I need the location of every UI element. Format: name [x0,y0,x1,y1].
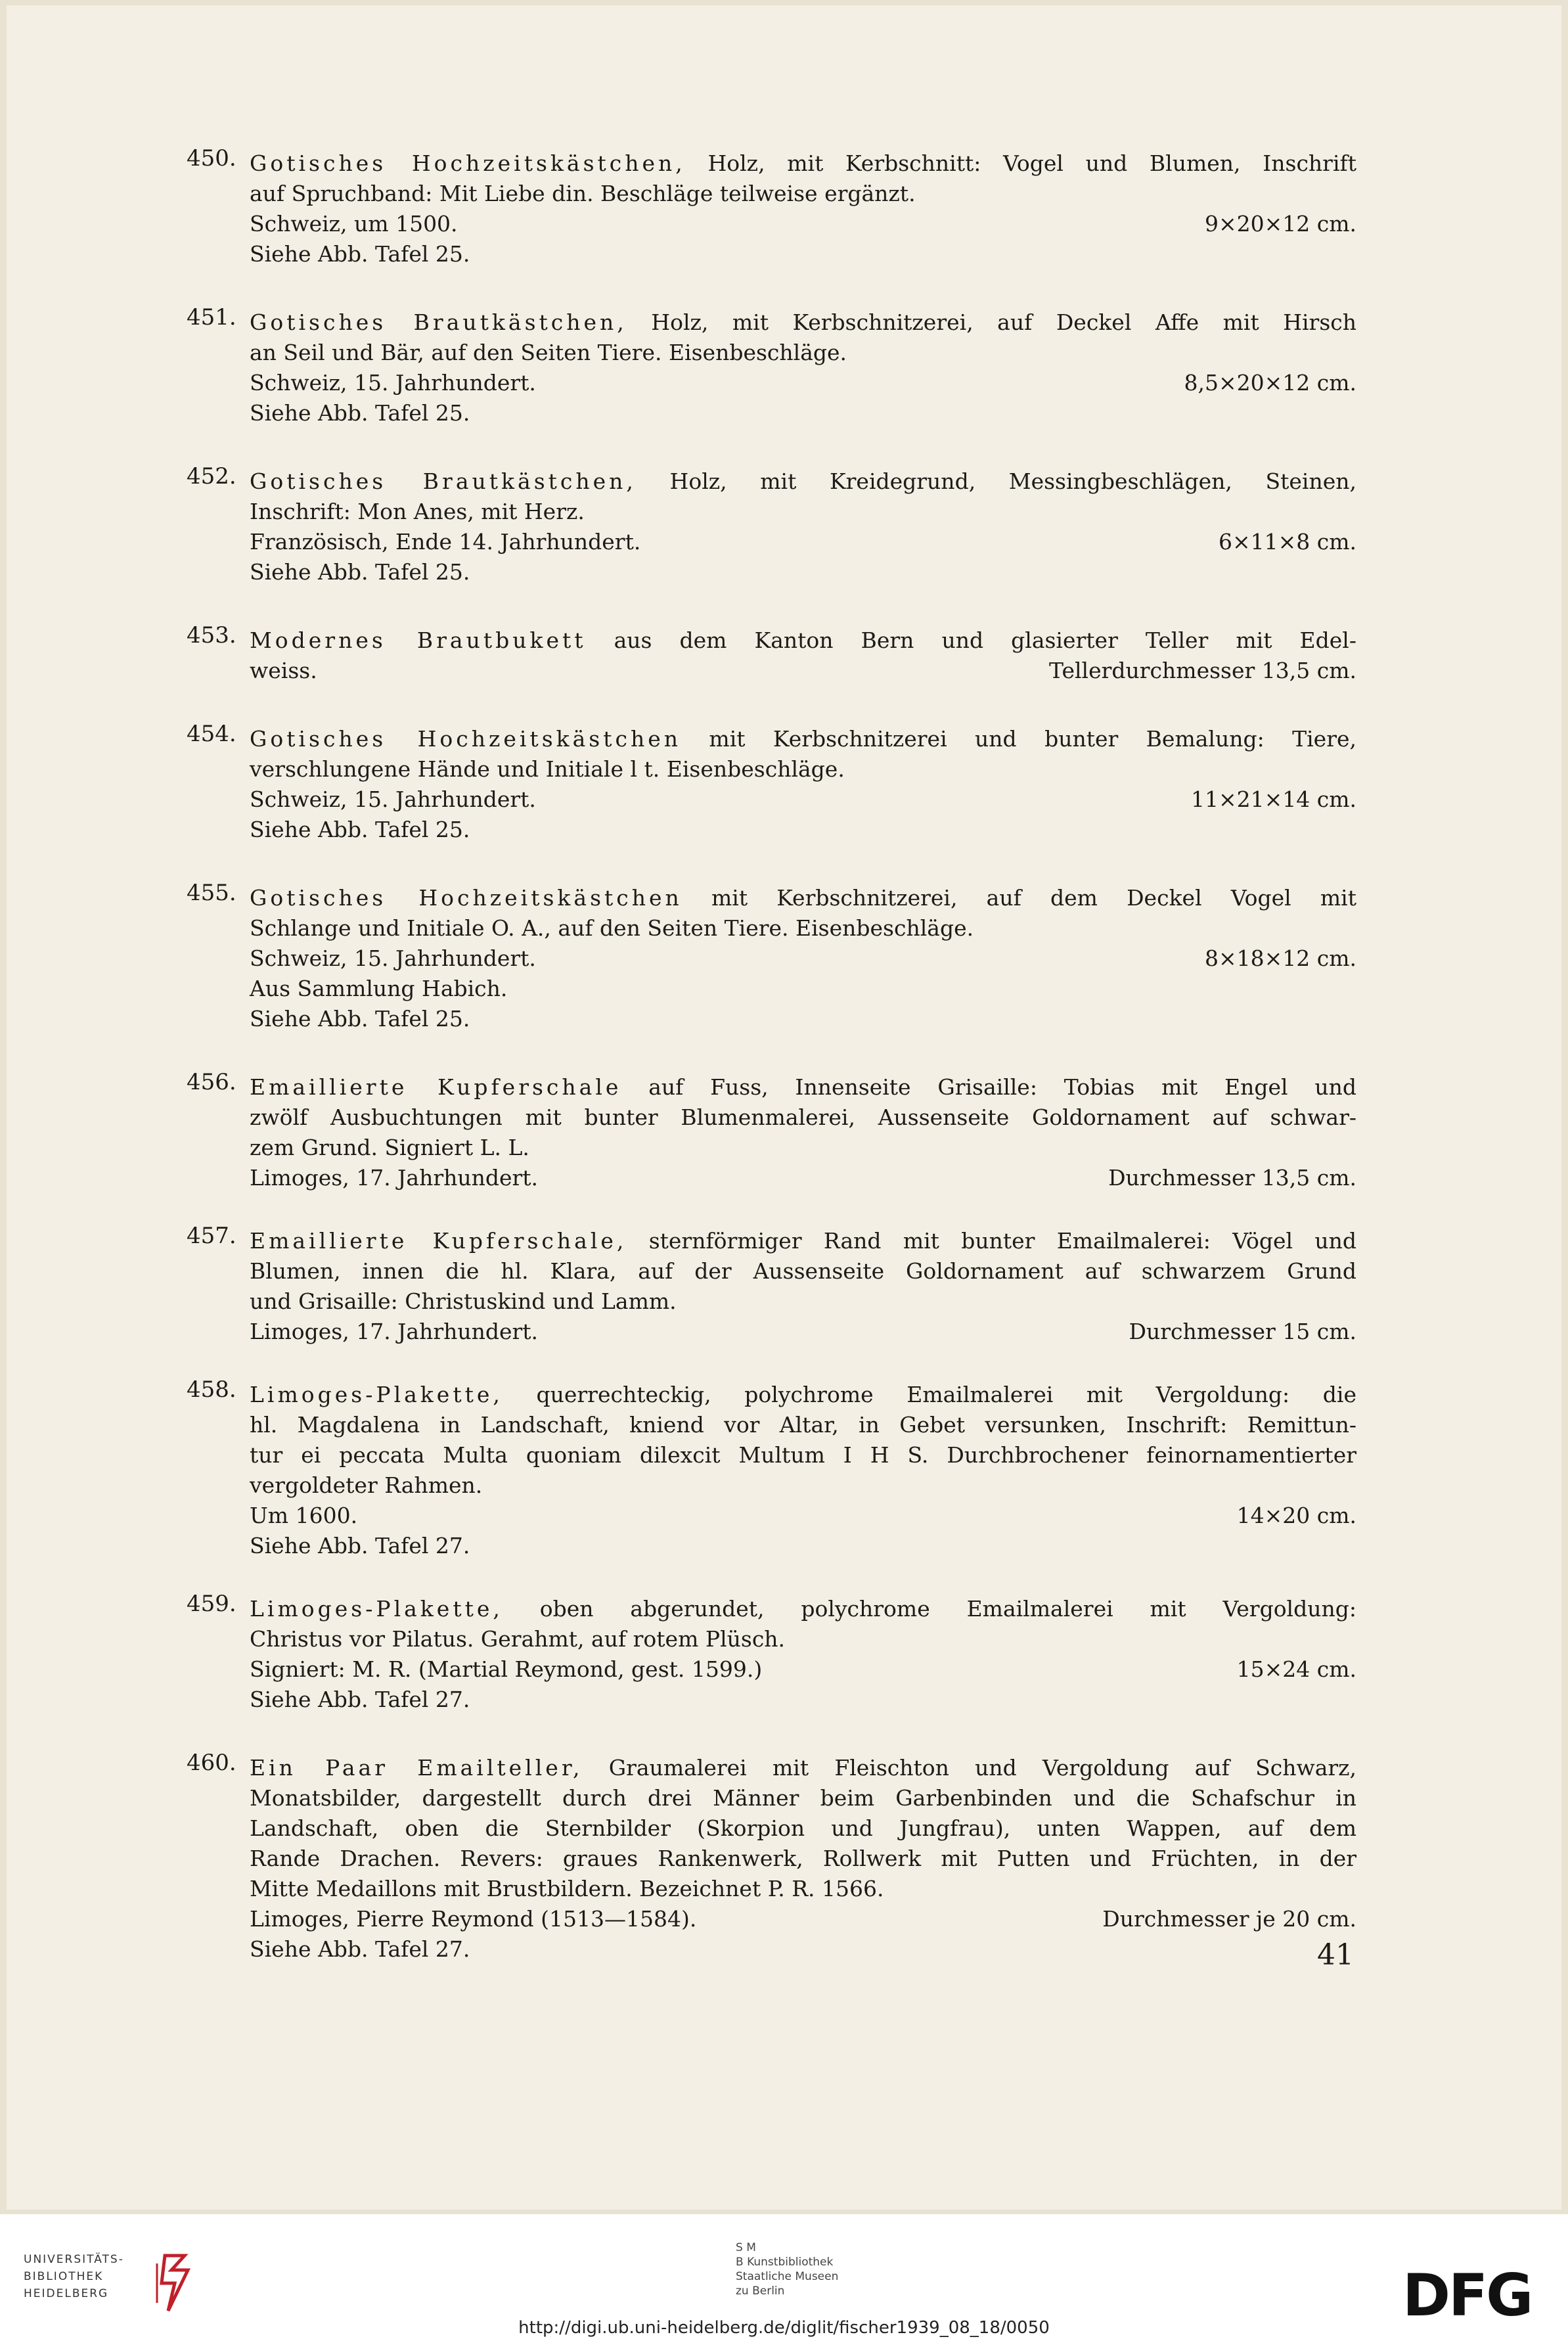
entry-first-line [250,466,1356,497]
entry-dimensions: 6×11×8 cm. [1218,529,1356,555]
entry-description-line: an Seil und Bär, auf den Seiten Tiere. Eisenbeschläge. [250,340,847,365]
entry-description-line: Holz, mit Kreidegrund, Messingbeschlägen, Steinen, [669,468,1356,494]
entry-description-line: und Grisaille: Christuskind und Lamm. [250,1288,677,1314]
entry-description-line: querrechteckig, polychrome Emailmalerei mit Vergoldung: die [536,1382,1356,1407]
entry-first-line [250,625,1356,656]
entry-origin-row [250,1163,1356,1193]
entry-number: 458. [187,1376,236,1403]
entry-description-line: auf Fuss, Innenseite Grisaille: Tobias mit Engel und [648,1074,1356,1100]
catalog-entry [187,1376,1356,1561]
entry-description-line: hl. Magdalena in Landschaft, kniend vor Altar, in Gebet versunken, Inschrift: Remittun- [250,1412,1356,1438]
entry-first-line [250,148,1356,179]
entry-origin-row [250,368,1356,398]
entry-description-line: Schlange und Initiale O. A., auf den Seiten Tiere. Eisenbeschläge. [250,915,974,941]
entry-description-line: aus dem Kanton Bern und glasierter Teller mit Edel- [614,627,1356,653]
entry-first-line [250,1594,1356,1624]
entry-number: 450. [187,145,236,171]
catalog-entry [187,880,1356,1034]
entry-description-line: vergoldeter Rahmen. [250,1472,483,1498]
entry-description-line: sternförmiger Rand mit bunter Emailmalerei: Vögel und [648,1228,1356,1254]
page-number: 41 [1317,1938,1354,1972]
entry-description-line: zem Grund. Signiert L. L. [250,1135,529,1160]
entry-description-line: auf Spruchband: Mit Liebe din. Beschläge teilweise ergänzt. [250,181,916,206]
digitization-footer [0,2214,1568,2341]
entry-origin-row [250,784,1356,815]
entry-origin: Schweiz, 15. Jahrhundert. [250,370,536,396]
entry-origin: Limoges, 17. Jahrhundert. [250,1165,539,1191]
entry-origin-row [250,527,1356,557]
entry-dimensions: Durchmesser 13,5 cm. [1108,1165,1356,1191]
entry-plate-reference: Siehe Abb. Tafel 25. [250,817,470,842]
entry-origin-row [250,1501,1356,1531]
catalog-entries [187,145,1357,1965]
entry-number: 456. [187,1069,236,1095]
center-logo-line-4: zu Berlin [736,2284,785,2298]
entry-plate-reference: Siehe Abb. Tafel 25. [250,400,470,426]
entry-plate-reference: Siehe Abb. Tafel 25. [250,559,470,585]
entry-origin: Schweiz, 15. Jahrhundert. [250,786,536,812]
entry-title: Gotisches Hochzeitskästchen [250,885,683,911]
center-logo-line-3: Staatliche Museen [736,2270,839,2283]
entry-description-line: Holz, mit Kerbschnitt: Vogel und Blumen, Inschrift [707,150,1356,176]
uni-logo-line-2: BIBLIOTHEK [24,2270,104,2283]
uni-logo-line-1: UNIVERSITÄTS- [24,2253,124,2266]
uni-logo-line-3: HEIDELBERG [24,2287,109,2300]
entry-first-line [250,1226,1356,1256]
entry-dimensions: 14×20 cm. [1236,1503,1356,1528]
heidelberg-logo-icon [152,2250,198,2316]
heidelberg-library-logo[interactable] [24,2250,194,2323]
entry-description-line: Blumen, innen die hl. Klara, auf der Aussenseite Goldornament auf schwarzem Grund [250,1258,1356,1284]
entry-origin: Schweiz, 15. Jahrhundert. [250,945,536,971]
catalog-entry [187,304,1356,428]
center-logo-line-1: S M [736,2241,756,2254]
entry-description-line: Monatsbilder, dargestellt durch drei Männer beim Garbenbinden und die Schafschur in [250,1785,1356,1811]
entry-dimensions: 8,5×20×12 cm. [1184,370,1356,396]
entry-number: 457. [187,1223,236,1249]
entry-number: 453. [187,622,236,648]
catalog-entry [187,1069,1356,1193]
entry-description-line: Holz, mit Kerbschnitzerei, auf Deckel Affe mit Hirsch [651,309,1356,335]
entry-description-line: Christus vor Pilatus. Gerahmt, auf rotem Plüsch. [250,1626,786,1652]
entry-title: Limoges-Plakette, [250,1596,503,1622]
entry-origin: weiss. [250,658,317,683]
entry-description-line: Inschrift: Mon Anes, mit Herz. [250,499,585,524]
entry-description-line: Rande Drachen. Revers: graues Rankenwerk, Rollwerk mit Putten und Früchten, in der [250,1846,1356,1871]
entry-origin: Französisch, Ende 14. Jahrhundert. [250,529,641,555]
catalog-entry [187,463,1356,587]
entry-title: Emaillierte Kupferschale [250,1074,622,1100]
entry-first-line [250,307,1356,338]
entry-description-line: mit Kerbschnitzerei und bunter Bemalung: Tiere, [709,726,1356,752]
entry-dimensions: 9×20×12 cm. [1204,211,1356,237]
entry-number: 454. [187,721,236,747]
entry-description-line: Mitte Medaillons mit Brustbildern. Bezeichnet P. R. 1566. [250,1876,884,1901]
entry-plate-reference: Siehe Abb. Tafel 25. [250,1006,470,1032]
entry-description-line: mit Kerbschnitzerei, auf dem Deckel Vogel mit [711,885,1356,911]
entry-description-line: Landschaft, oben die Sternbilder (Skorpion und Jungfrau), unten Wappen, auf dem [250,1815,1356,1841]
catalog-entry [187,1591,1356,1715]
entry-origin: Um 1600. [250,1503,358,1528]
entry-number: 460. [187,1750,236,1776]
entry-title: Emaillierte Kupferschale, [250,1228,627,1254]
entry-title: Modernes Brautbukett [250,627,587,653]
permalink-url[interactable]: http://digi.ub.uni-heidelberg.de/diglit/fischer1939_08_18/0050 [518,2318,1050,2338]
entry-title: Gotisches Brautkästchen, [250,468,637,494]
center-logo-line-2: B Kunstbibliothek [736,2256,834,2269]
entry-first-line [250,1753,1356,1783]
catalog-entry [187,1750,1357,1965]
entry-origin: Limoges, Pierre Reymond (1513—1584). [250,1906,697,1932]
entry-provenance: Aus Sammlung Habich. [250,976,508,1001]
entry-title: Gotisches Hochzeitskästchen [250,726,682,752]
entry-description-line: zwölf Ausbuchtungen mit bunter Blumenmalerei, Aussenseite Goldornament auf schwar- [250,1104,1356,1130]
entry-description-line: verschlungene Hände und Initiale l t. Eisenbeschläge. [250,756,845,782]
entry-origin: Schweiz, um 1500. [250,211,458,237]
catalog-entry [187,721,1356,845]
catalog-entry [187,622,1356,686]
entry-first-line [250,1380,1356,1410]
entry-description-line: tur ei peccata Multa quoniam dilexcit Multum I H S. Durchbrochener feinornamentierter [250,1442,1356,1468]
catalog-entry [187,145,1356,269]
entry-title: Gotisches Brautkästchen, [250,309,627,335]
entry-origin-row [250,1654,1356,1685]
entry-origin: Signiert: M. R. (Martial Reymond, gest. 1599.) [250,1656,763,1682]
dfg-logo[interactable]: DFG [1402,2261,1532,2329]
entry-plate-reference: Siehe Abb. Tafel 25. [250,241,470,267]
entry-dimensions: 11×21×14 cm. [1190,786,1356,812]
entry-origin-row [250,1904,1356,1934]
entry-plate-reference: Siehe Abb. Tafel 27. [250,1936,470,1962]
entry-origin-row [250,209,1356,239]
entry-first-line [250,724,1356,754]
entry-origin-row [250,943,1356,974]
entry-dimensions: Durchmesser je 20 cm. [1102,1906,1356,1932]
entry-number: 455. [187,880,236,906]
entry-number: 452. [187,463,236,489]
entry-number: 451. [187,304,236,330]
entry-description-line: Graumalerei mit Fleischton und Vergoldung auf Schwarz, [608,1755,1357,1781]
kunstbibliothek-logo[interactable] [736,2240,880,2298]
catalog-entry [187,1223,1356,1347]
entry-number: 459. [187,1591,236,1617]
entry-title: Gotisches Hochzeitskästchen, [250,150,686,176]
entry-dimensions: Tellerdurchmesser 13,5 cm. [1049,658,1356,683]
entry-dimensions: Durchmesser 15 cm. [1129,1319,1356,1344]
entry-description-line: oben abgerundet, polychrome Emailmalerei mit Vergoldung: [539,1596,1356,1622]
entry-dimensions: 8×18×12 cm. [1204,945,1356,971]
entry-plate-reference: Siehe Abb. Tafel 27. [250,1687,470,1712]
entry-title: Limoges-Plakette, [250,1382,503,1407]
entry-first-line [250,883,1356,913]
entry-origin-row [250,656,1356,686]
entry-plate-reference: Siehe Abb. Tafel 27. [250,1533,470,1558]
entry-title: Ein Paar Emailteller, [250,1755,583,1781]
entry-dimensions: 15×24 cm. [1236,1656,1356,1682]
entry-first-line [250,1072,1356,1102]
entry-origin: Limoges, 17. Jahrhundert. [250,1319,539,1344]
entry-origin-row [250,1317,1356,1347]
